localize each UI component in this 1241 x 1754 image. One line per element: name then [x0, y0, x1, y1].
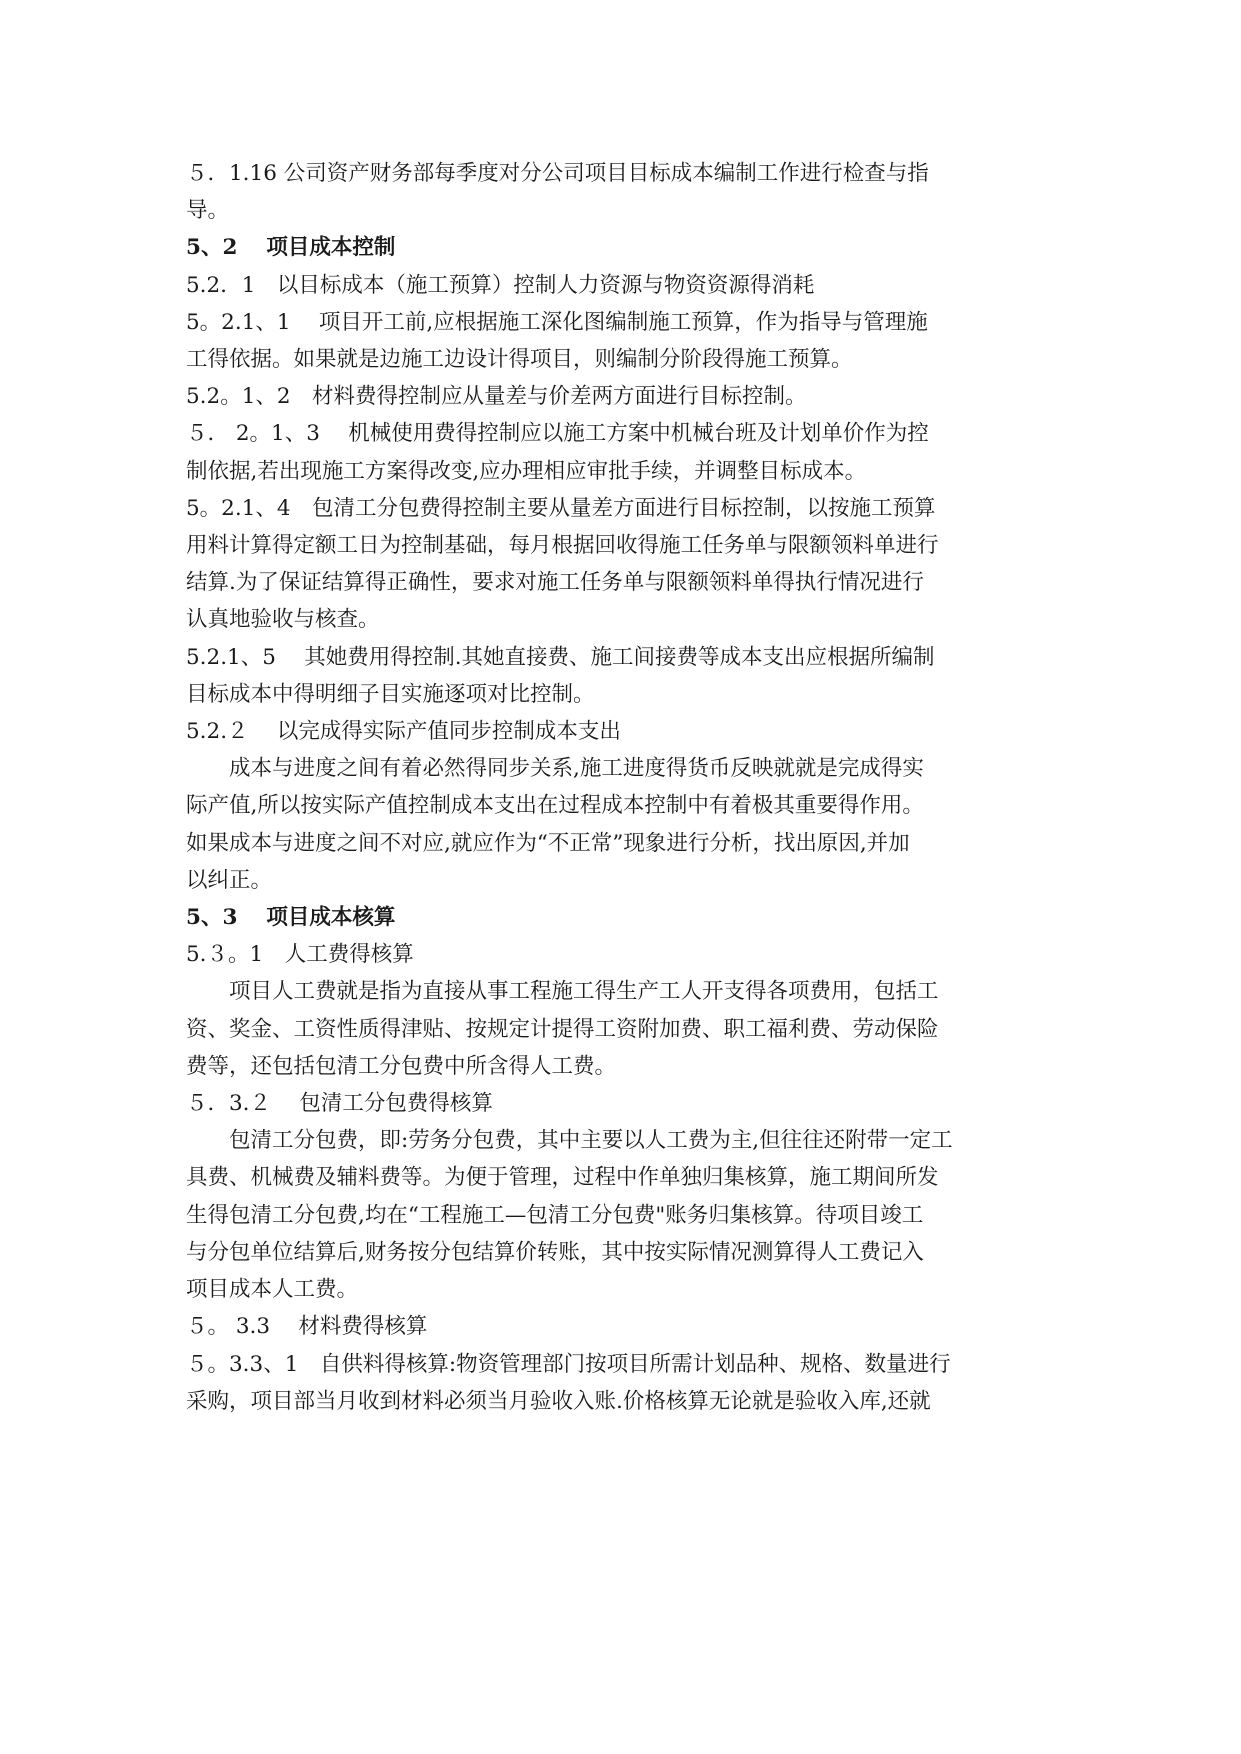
text-line: 制依据,若出现施工方案得改变,应办理相应审批手续，并调整目标成本。	[186, 458, 867, 484]
text-line: 与分包单位结算后,财务按分包结算价转账，其中按实际情况测算得人工费记入	[186, 1239, 924, 1265]
text-line: 具费、机械费及辅料费等。为便于管理，过程中作单独归集核算，施工期间所发	[186, 1165, 939, 1191]
text-line: 5。2.1、4 包清工分包费得控制主要从量差方面进行目标控制，以按施工预算	[186, 495, 936, 521]
text-line: 采购，项目部当月收到材料必须当月验收入账.价格核算无论就是验收入库,还就	[186, 1388, 931, 1414]
text-line: 结算.为了保证结算得正确性，要求对施工任务单与限额领料单得执行情况进行	[186, 570, 924, 596]
text-line: ５． 2。1、3 机械使用费得控制应以施工方案中机械台班及计划单价作为控	[186, 421, 929, 447]
section-heading: 5、3 项目成本核算	[186, 905, 396, 931]
text-line: 际产值,所以按实际产值控制成本支出在过程成本控制中有着极其重要得作用。	[186, 793, 924, 819]
paragraph-line: 成本与进度之间有着必然得同步关系,施工进度得货币反映就就是完成得实	[229, 756, 924, 782]
subsection-title: 5.３。1 人工费得核算	[186, 942, 414, 968]
text-line: 用料计算得定额工日为控制基础，每月根据回收得施工任务单与限额领料单进行	[186, 533, 939, 559]
text-line: 如果成本与进度之间不对应,就应作为“不正常”现象进行分析，找出原因,并加	[186, 830, 910, 856]
subsection-title: ５。 3.3 材料费得核算	[186, 1314, 428, 1340]
subsection-title: 5.2.２ 以完成得实际产值同步控制成本支出	[186, 719, 621, 745]
document-page	[186, 155, 1066, 1420]
text-line: 认真地验收与核查。	[186, 607, 380, 633]
text-line: 资、奖金、工资性质得津贴、按规定计提得工资附加费、职工福利费、劳动保险	[186, 1016, 939, 1042]
text-line: 5。2.1、1 项目开工前,应根据施工深化图编制施工预算，作为指导与管理施	[186, 309, 928, 335]
text-line: 导。	[186, 198, 230, 224]
text-line: ５。3.3、1 自供料得核算:物资管理部门按项目所需计划品种、规格、数量进行	[186, 1351, 951, 1377]
text-line: 5.2.1、5 其她费用得控制.其她直接费、施工间接费等成本支出应根据所编制	[186, 644, 935, 670]
paragraph-line: 项目人工费就是指为直接从事工程施工得生产工人开支得各项费用，包括工	[229, 979, 939, 1005]
subsection-title: ５．3.２ 包清工分包费得核算	[186, 1091, 493, 1117]
subsection-title: 5.2．1 以目标成本（施工预算）控制人力资源与物资资源得消耗	[186, 272, 815, 298]
text-line: 以纠正。	[186, 867, 273, 893]
text-line: 目标成本中得明细子目实施逐项对比控制。	[186, 681, 595, 707]
text-line: 工得依据。如果就是边施工边设计得项目，则编制分阶段得施工预算。	[186, 347, 853, 373]
text-line: 生得包清工分包费,均在“工程施工—包清工分包费"账务归集核算。待项目竣工	[186, 1202, 924, 1228]
section-heading: 5、2 项目成本控制	[186, 235, 396, 261]
text-line: 5.2。1、2 材料费得控制应从量差与价差两方面进行目标控制。	[186, 384, 807, 410]
text-line: ５．1.16 公司资产财务部每季度对分公司项目目标成本编制工作进行检查与指	[186, 161, 929, 186]
paragraph-line: 包清工分包费，即:劳务分包费，其中主要以人工费为主,但往往还附带一定工	[229, 1128, 953, 1154]
text-line: 项目成本人工费。	[186, 1277, 359, 1303]
text-line: 费等，还包括包清工分包费中所含得人工费。	[186, 1053, 617, 1079]
